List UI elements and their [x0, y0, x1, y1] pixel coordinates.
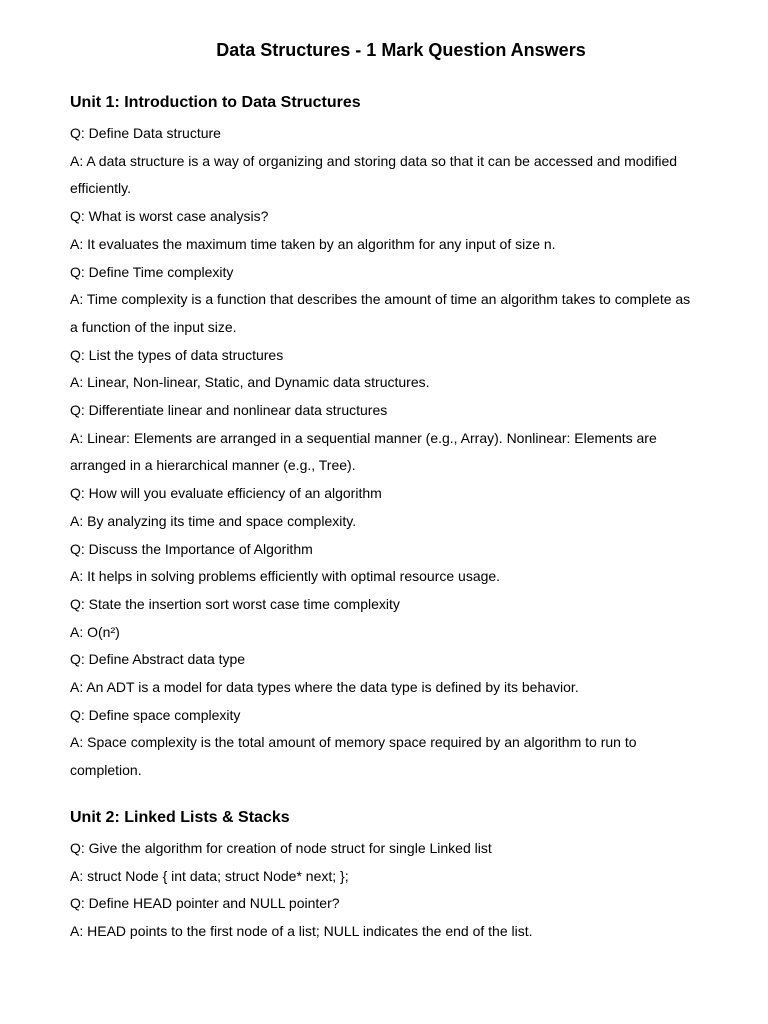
question-line: Q: Differentiate linear and nonlinear data structures: [70, 402, 388, 419]
question-line: Q: Define Abstract data type: [70, 651, 246, 668]
answer-line: A: By analyzing its time and space complexity.: [70, 512, 357, 529]
unit-heading-1: Unit 1: Introduction to Data Structures: [70, 94, 361, 111]
unit-2-qa-list: [70, 835, 710, 946]
unit-1-qa-list: [70, 120, 710, 785]
question-line: Q: Discuss the Importance of Algorithm: [70, 540, 313, 557]
question-line: Q: How will you evaluate efficiency of an algorithm: [70, 485, 382, 502]
question-line: Q: Define Time complexity: [70, 263, 234, 280]
question-line: Q: Define Data structure: [70, 125, 221, 141]
question-line: Q: Define HEAD pointer and NULL pointer?: [70, 895, 340, 912]
answer-line: A: Space complexity is the total amount of memory space required by an algorithm to run to: [70, 734, 637, 751]
answer-line: A: O(n²): [70, 623, 120, 640]
question-line: Q: State the insertion sort worst case time complexity: [70, 595, 400, 612]
question-line: Q: List the types of data structures: [70, 346, 284, 363]
answer-line: A: It helps in solving problems efficiently with optimal resource usage.: [70, 568, 501, 585]
unit-heading-2: Unit 2: Linked Lists & Stacks: [70, 809, 290, 826]
question-line: Q: Define space complexity: [70, 706, 241, 723]
answer-line: completion.: [70, 762, 142, 779]
question-line: Q: Give the algorithm for creation of node struct for single Linked list: [70, 840, 492, 856]
answer-line: A: Time complexity is a function that describes the amount of time an algorithm takes to complete as: [70, 291, 691, 308]
answer-line: A: A data structure is a way of organizing and storing data so that it can be accessed and modified: [70, 152, 678, 169]
answer-line: A: It evaluates the maximum time taken by an algorithm for any input of size n.: [70, 235, 556, 252]
answer-line: efficiently.: [70, 180, 131, 197]
answer-line: a function of the input size.: [70, 318, 237, 335]
answer-line: A: Linear: Elements are arranged in a sequential manner (e.g., Array). Nonlinear: Elements are: [70, 429, 657, 446]
question-line: Q: What is worst case analysis?: [70, 208, 269, 225]
answer-line: A: Linear, Non-linear, Static, and Dynamic data structures.: [70, 374, 430, 391]
answer-line: arranged in a hierarchical manner (e.g., Tree).: [70, 457, 356, 474]
answer-line: A: struct Node { int data; struct Node* next; };: [70, 867, 349, 884]
document-title: Data Structures - 1 Mark Question Answers: [216, 40, 586, 60]
answer-line: A: An ADT is a model for data types where the data type is defined by its behavior.: [70, 679, 579, 696]
answer-line: A: HEAD points to the first node of a list; NULL indicates the end of the list.: [70, 923, 533, 940]
